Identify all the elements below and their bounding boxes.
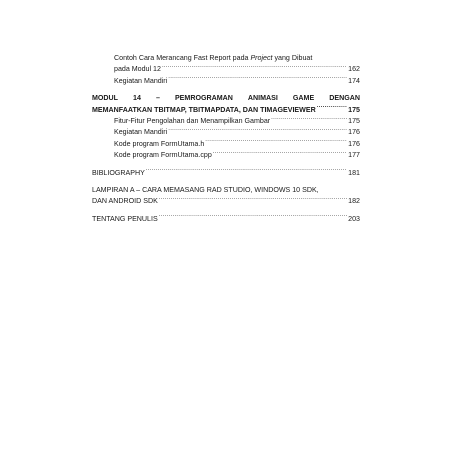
toc-entry-line [92, 213, 360, 224]
toc-entry-text: TENTANG PENULIS [92, 214, 158, 223]
toc-entry-bibliography[interactable] [92, 167, 360, 178]
toc-entry-line [92, 195, 360, 206]
toc-entry-line [114, 75, 360, 86]
toc-entry-kegiatan-mandiri-2[interactable] [92, 126, 360, 137]
toc-entry-lampiran-a[interactable] [92, 185, 360, 207]
toc-entry-text: Kegiatan Mandiri [114, 76, 168, 85]
toc-entry-text: Kode program FormUtama.cpp [114, 151, 212, 160]
toc-page-number: 203 [348, 214, 360, 223]
toc-entry-modul-14[interactable] [92, 93, 360, 115]
toc-page-number: 175 [348, 117, 360, 126]
toc-entry-fast-report[interactable] [92, 53, 360, 75]
toc-entry-line [114, 138, 360, 149]
toc-page-number: 175 [348, 105, 360, 114]
toc-entry-fitur-fitur[interactable] [92, 115, 360, 126]
toc-entry-text: Contoh Cara Merancang Fast Report pada [114, 54, 251, 62]
heading-word: GAME [292, 94, 315, 103]
leader-dots [205, 138, 347, 146]
leader-dots [159, 195, 347, 203]
table-of-contents [92, 53, 360, 224]
toc-entry-line [92, 185, 360, 195]
toc-entry-emphasis: Project [250, 54, 273, 62]
leader-dots [168, 75, 347, 83]
toc-entry-text: Kegiatan Mandiri [114, 128, 168, 137]
toc-entry-formutama-h[interactable] [92, 138, 360, 149]
toc-entry-line [114, 53, 360, 63]
leader-dots [317, 104, 347, 112]
toc-entry-formutama-cpp[interactable] [92, 149, 360, 160]
leader-dots [162, 63, 347, 71]
toc-page-number: 162 [348, 65, 360, 74]
toc-entry-line [114, 126, 360, 137]
leader-dots [159, 213, 347, 221]
toc-entry-line [92, 167, 360, 178]
leader-dots [271, 115, 347, 123]
toc-entry-text: BIBLIOGRAPHY [92, 168, 145, 177]
toc-page-number: 174 [348, 76, 360, 85]
toc-entry-text: yang Dibuat [272, 54, 313, 62]
toc-entry-line [92, 104, 360, 115]
toc-entry-line [114, 115, 360, 126]
heading-word: DENGAN [329, 94, 360, 103]
toc-entry-line [114, 149, 360, 160]
heading-word: PEMROGRAMAN [174, 94, 233, 103]
toc-page-number: 176 [348, 128, 360, 137]
toc-entry-text: Fitur-Fitur Pengolahan dan Menampilkan Gambar [114, 117, 271, 126]
toc-entry-text: Kode program FormUtama.h [114, 139, 205, 148]
toc-heading-line [92, 93, 360, 103]
toc-entry-line [114, 63, 360, 74]
toc-entry-tentang-penulis[interactable] [92, 213, 360, 224]
toc-page-number: 182 [348, 197, 360, 206]
toc-entry-kegiatan-mandiri[interactable] [92, 75, 360, 86]
toc-entry-text: DAN ANDROID SDK [92, 197, 158, 206]
heading-word: – [155, 94, 160, 103]
toc-entry-text: LAMPIRAN A – CARA MEMASANG RAD STUDIO, WINDOWS 10 SDK, [92, 186, 319, 195]
heading-word: 14 [133, 94, 141, 103]
toc-page-number: 177 [348, 151, 360, 160]
toc-entry-text: MEMANFAATKAN TBITMAP, TBITMAPDATA, DAN TIMAGEVIEWER [92, 105, 316, 114]
toc-page-number: 181 [348, 168, 360, 177]
heading-word: ANIMASI [247, 94, 278, 103]
heading-word: MODUL [92, 94, 119, 103]
toc-page-number: 176 [348, 139, 360, 148]
leader-dots [168, 126, 347, 134]
leader-dots [146, 167, 347, 175]
leader-dots [213, 149, 347, 157]
toc-entry-text: pada Modul 12 [114, 65, 161, 74]
